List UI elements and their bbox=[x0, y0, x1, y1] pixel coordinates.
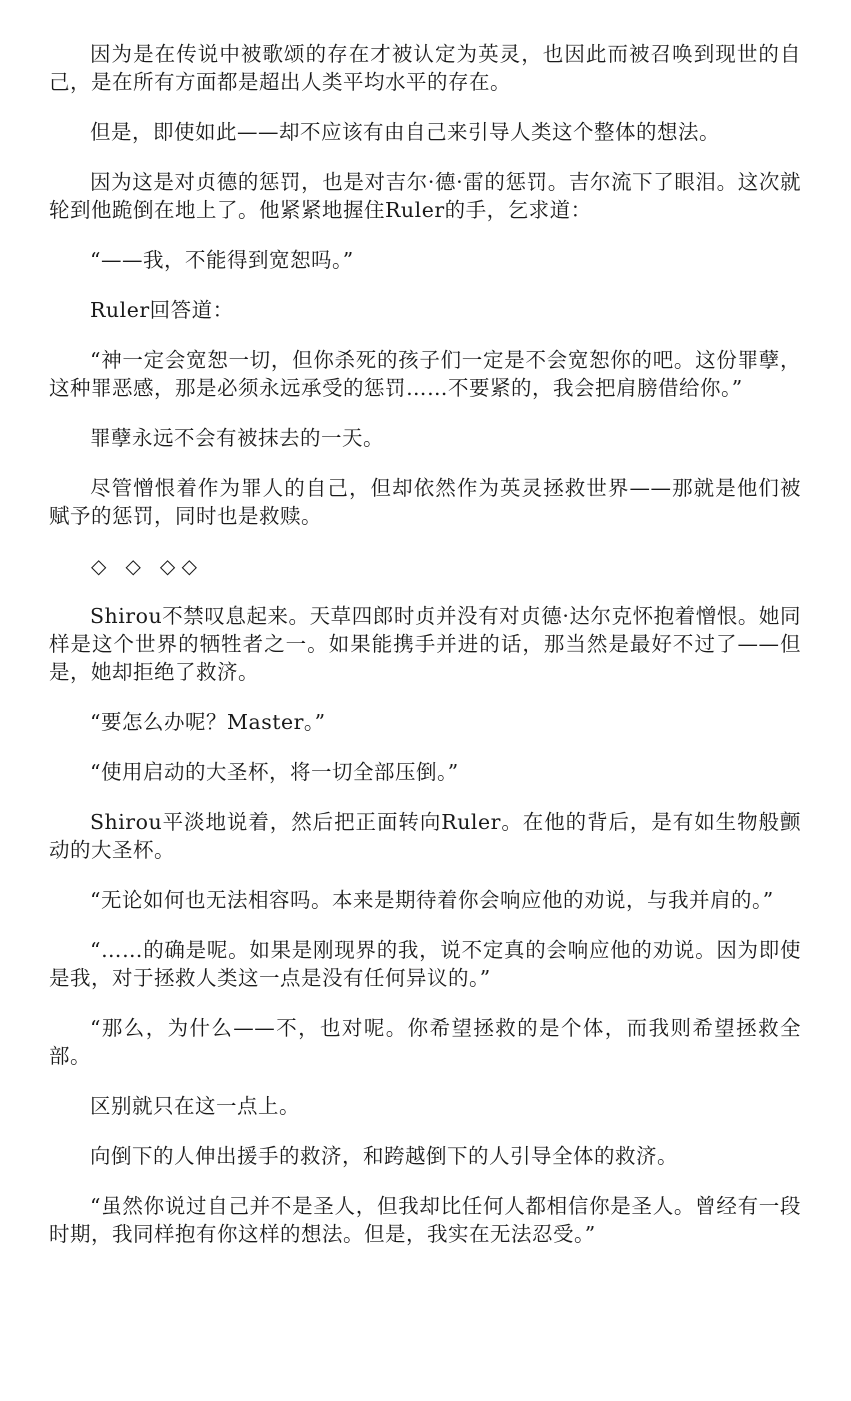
paragraph: 但是，即使如此——却不应该有由自己来引导人类这个整体的想法。 bbox=[90, 120, 720, 144]
paragraph: “……的确是呢。如果是刚现界的我，说不定真的会响应他的劝说。因为即使是我，对于拯救人类这一点是没有任何异议的。” bbox=[49, 938, 801, 990]
paragraph: “虽然你说过自己并不是圣人，但我却比任何人都相信你是圣人。曾经有一段时期，我同样抱有你这样的想法。但是，我实在无法忍受。” bbox=[49, 1194, 801, 1246]
paragraph: “无论如何也无法相容吗。本来是期待着你会响应他的劝说，与我并肩的。” bbox=[90, 888, 774, 912]
paragraph: “神一定会宽恕一切，但你杀死的孩子们一定是不会宽恕你的吧。这份罪孽，这种罪恶感，那是必须永远承受的惩罚……不要紧的，我会把肩膀借给你。” bbox=[49, 348, 801, 400]
document-page bbox=[49, 40, 801, 1270]
paragraph: Shirou不禁叹息起来。天草四郎时贞并没有对贞德·达尔克怀抱着憎恨。她同样是这个世界的牺牲者之一。如果能携手并进的话，那当然是最好不过了——但是，她却拒绝了救济。 bbox=[49, 604, 801, 684]
paragraph: 区别就只在这一点上。 bbox=[90, 1094, 300, 1118]
paragraph: 尽管憎恨着作为罪人的自己，但却依然作为英灵拯救世界——那就是他们被赋予的惩罚，同时也是救赎。 bbox=[49, 476, 801, 528]
paragraph: “要怎么办呢？Master。” bbox=[90, 710, 326, 734]
paragraph: “使用启动的大圣杯，将一切全部压倒。” bbox=[90, 760, 459, 784]
paragraph: 向倒下的人伸出援手的救济，和跨越倒下的人引导全体的救济。 bbox=[90, 1144, 678, 1168]
paragraph: “那么，为什么——不，也对呢。你希望拯救的是个体，而我则希望拯救全部。 bbox=[49, 1016, 801, 1068]
paragraph: 因为这是对贞德的惩罚，也是对吉尔·德·雷的惩罚。吉尔流下了眼泪。这次就轮到他跪倒在地上了。他紧紧地握住Ruler的手，乞求道： bbox=[49, 170, 801, 222]
paragraph: “——我，不能得到宽恕吗。” bbox=[90, 248, 354, 272]
section-divider: ◇ ◇ ◇ ◇ bbox=[91, 554, 198, 578]
paragraph: 因为是在传说中被歌颂的存在才被认定为英灵，也因此而被召唤到现世的自己，是在所有方面都是超出人类平均水平的存在。 bbox=[49, 42, 801, 94]
paragraph: Ruler回答道： bbox=[90, 298, 234, 322]
paragraph: 罪孽永远不会有被抹去的一天。 bbox=[90, 426, 384, 450]
paragraph: Shirou平淡地说着，然后把正面转向Ruler。在他的背后，是有如生物般颤动的大圣杯。 bbox=[49, 810, 801, 862]
